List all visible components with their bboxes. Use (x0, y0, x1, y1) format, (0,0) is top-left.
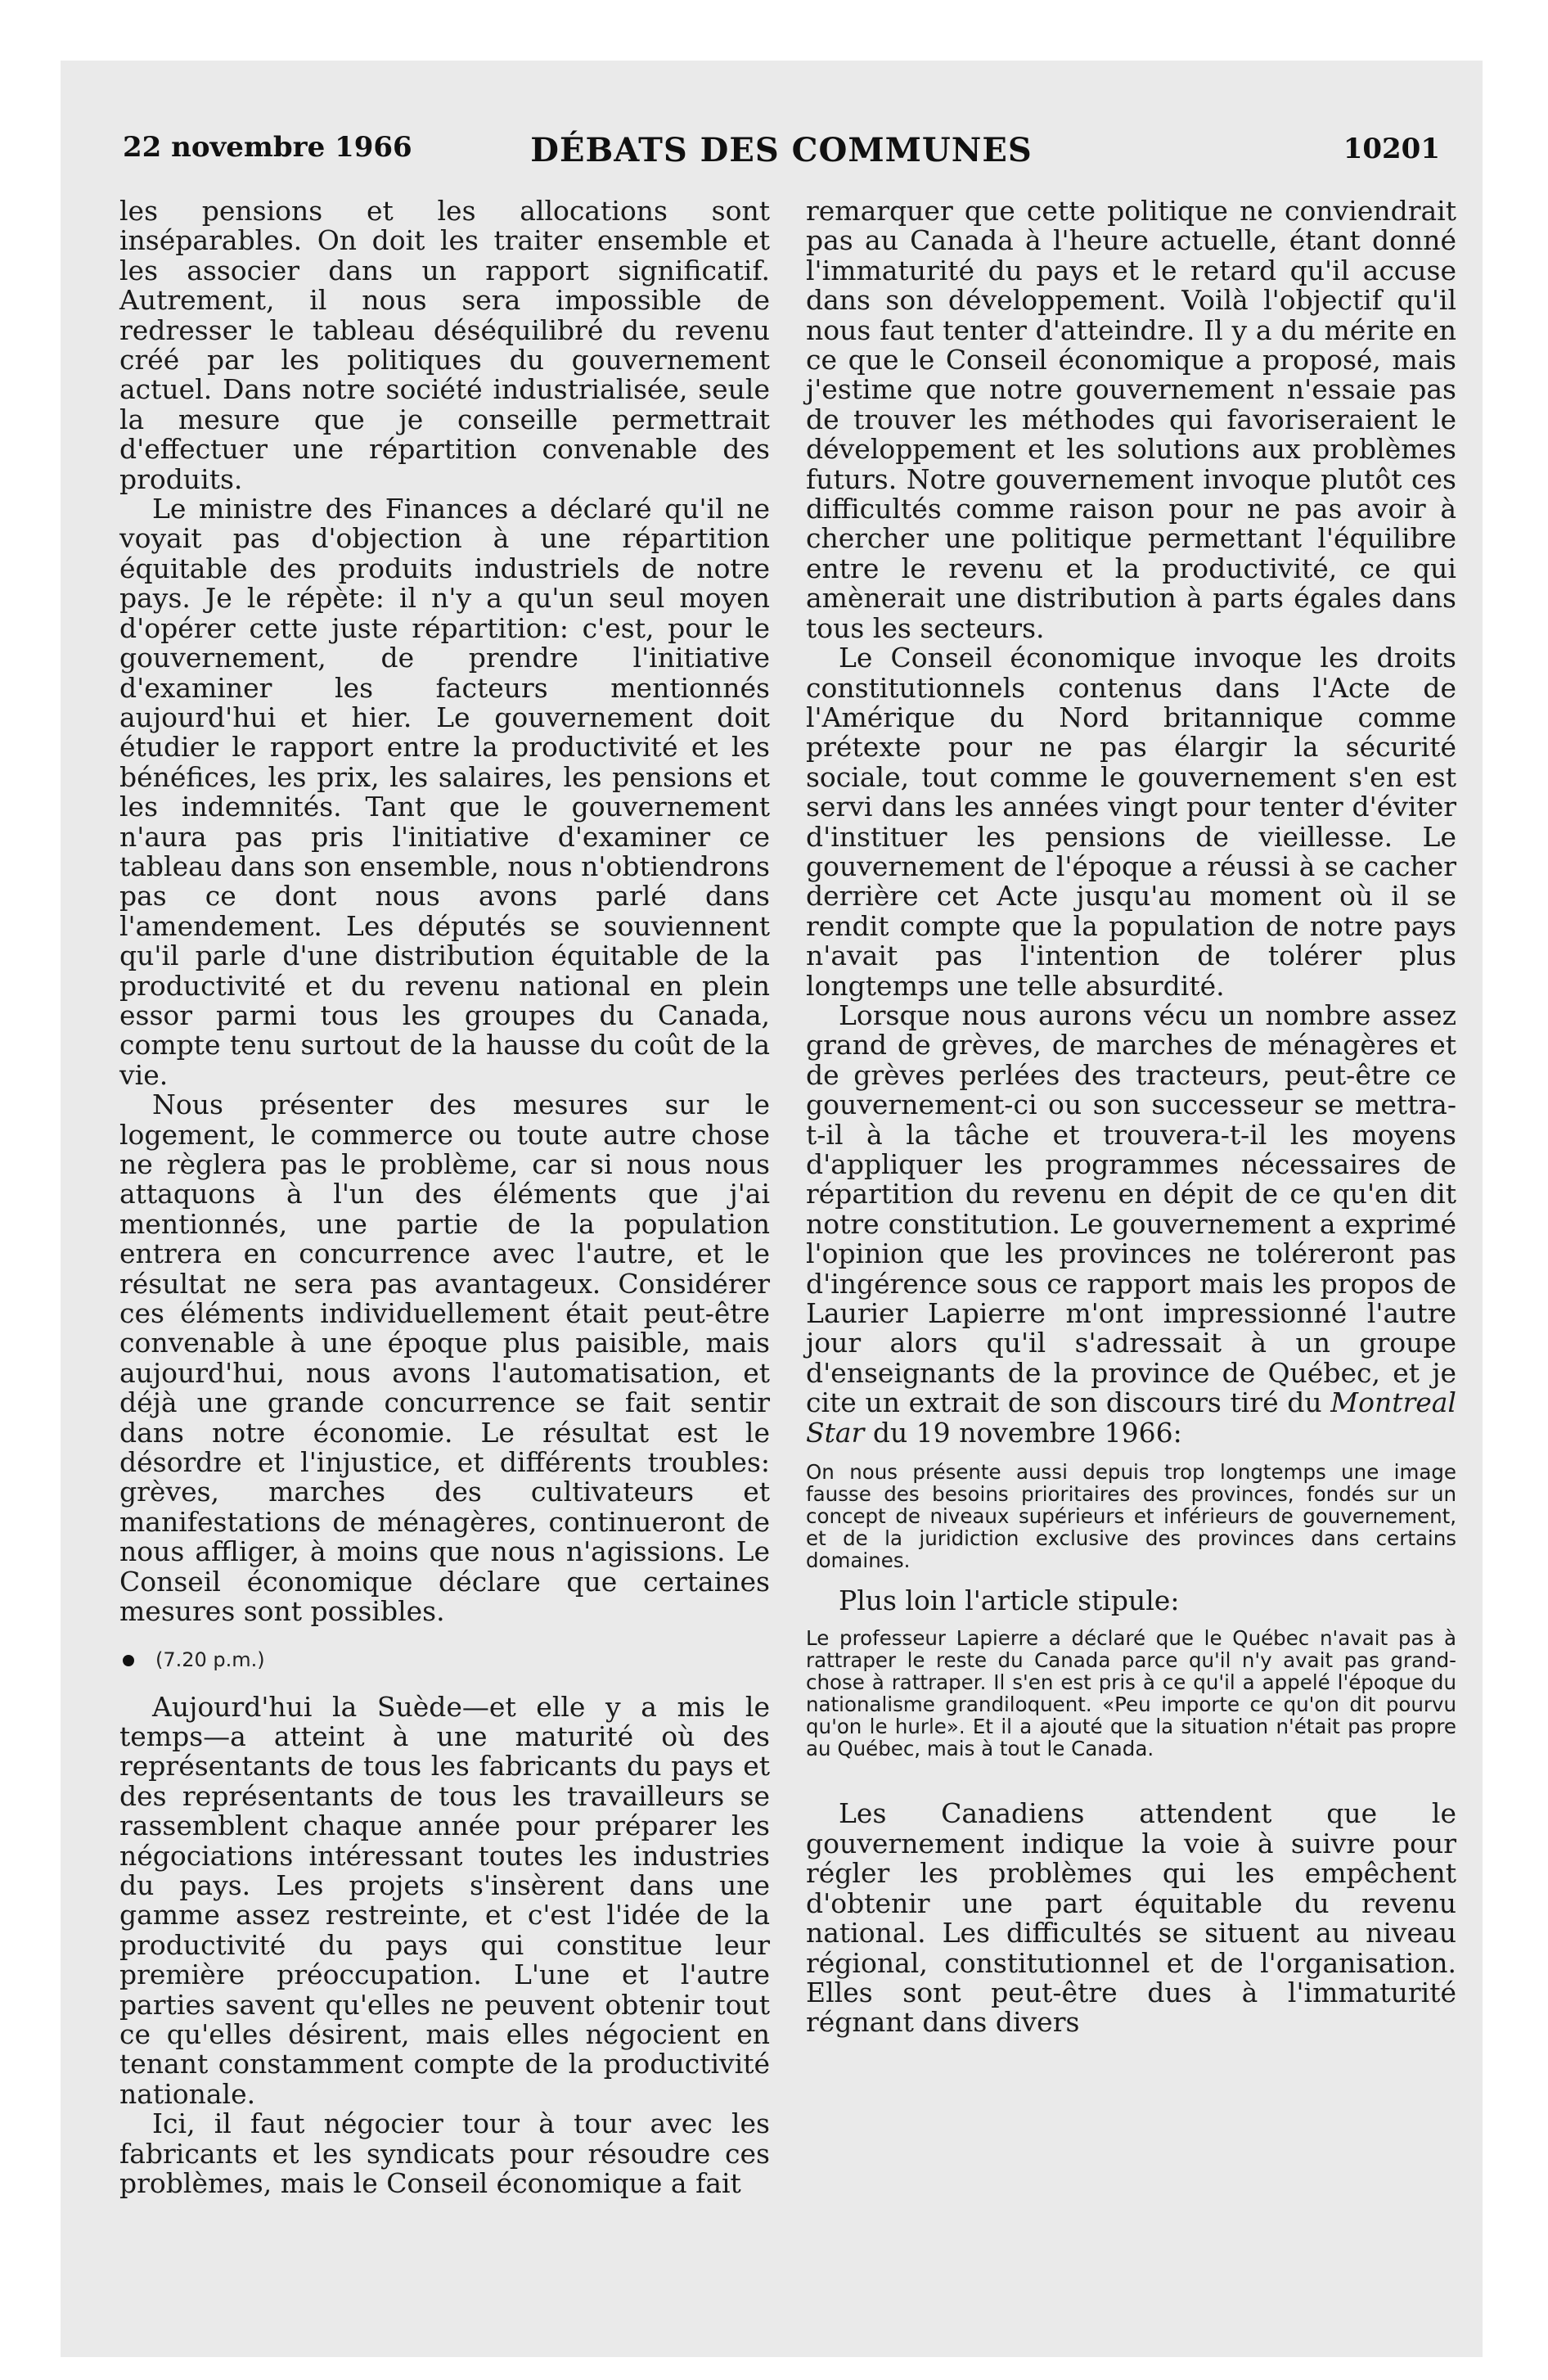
left-paragraph-2: Le ministre des Finances a déclaré qu'il ne voyait pas d'objection à une répartition équitable des produits industriels de notre pays. Je le répète: il n'y a qu'un seul moyen d'opérer cette juste répartition: c'est, pour le gouvernement, de prendre l'initiative d'examiner les facteurs mentionnés aujourd'hui et hier. Le gouvernement doit étudier le rapport entre la productivité et les bénéfices, les prix, les salaires, les pensions et les indemnités. Tant que le gouvernement n'aura pas pris l'initiative d'examiner ce tableau dans son ensemble, nous n'obtiendrons pas ce dont nous avons parlé dans l'amendement. Les députés se souviennent qu'il parle d'une distribution équitable de la productivité et du revenu national en plein essor parmi tous les groupes du Canada, compte tenu surtout de la hausse du coût de la vie. (119, 493, 770, 1091)
page-header (123, 131, 1440, 180)
right-paragraph-4: Les Canadiens attendent que le gouvernement indique la voie à suivre pour régler les problèmes qui les empêchent d'obtenir une part équitable du revenu national. Les difficultés se situent au niveau régional, constitutionnel et de l'organisation. Elles sont peut-être dues à l'immaturité régnant dans divers (806, 1797, 1456, 2039)
header-date: 22 novembre 1966 (123, 131, 412, 164)
left-column (119, 196, 770, 2198)
quotation-1: On nous présente aussi depuis trop longtemps une image fausse des besoins prioritaires des provinces, fondés sur un concept de niveaux supérieurs et inférieurs de gouvernement, et de la juridiction exclusive des provinces dans certains domaines. (806, 1460, 1456, 1573)
left-paragraph-3: Nous présenter des mesures sur le logement, le commerce ou toute autre chose ne règlera pas le problème, car si nous nous attaquons à l'un des éléments que j'ai mentionnés, une partie de la population entrera en concurrence avec l'autre, et le résultat ne sera pas avantageux. Considérer ces éléments individuellement était peut-être convenable à une époque plus paisible, mais aujourd'hui, nous avons l'automatisation, et déjà une grande concurrence se fait sentir dans notre économie. Le résultat est le désordre et l'injustice, et différents troubles: grèves, marches des cultivateurs et manifestations de ménagères, continueront de nous affliger, à moins que nous n'agissions. Le Conseil économique déclare que certaines mesures sont possibles. (119, 1089, 770, 1628)
right-paragraph-3 (806, 998, 1456, 1449)
newspaper-title: Montreal Star (806, 1386, 1456, 1449)
quotation-2: Le professeur Lapierre a déclaré que le Québec n'avait pas à rattraper le reste du Canada parce qu'il n'y avait pas grand-chose à rattraper. Il s'en est pris à ce qu'il a appelé l'époque du nationalisme grandiloquent. «Peu importe ce qu'on dit pourvu qu'on le hurle». Et il a ajouté que la situation n'était pas propre au Québec, mais à tout le Canada. (806, 1626, 1456, 1761)
right-paragraph-3-text: Lorsque nous aurons vécu un nombre assez grand de grèves, de marches de ménagères et de grèves perlées des tracteurs, peut-être ce gouvernement-ci ou son successeur se mettra-t-il à la tâche et trouvera-t-il les moyens d'appliquer les programmes nécessaires de répartition du revenu en dépit de ce qu'en dit notre constitution. Le gouvernement a exprimé l'opinion que les provinces ne toléreront pas d'ingérence sous ce rapport mais les propos de Laurier Lapierre m'ont impressionné l'autre jour alors qu'il s'adressait à un groupe d'enseignants de la province de Québec, et je cite un extrait de son discours tiré du (806, 998, 1456, 1419)
timestamp (123, 1648, 770, 1671)
bullet-icon (123, 1655, 134, 1666)
header-page-number: 10201 (1343, 133, 1440, 165)
timestamp-text: (7.20 p.m.) (155, 1648, 265, 1671)
spacer (806, 1774, 1456, 1799)
right-paragraph-1: remarquer que cette politique ne conviendrait pas au Canada à l'heure actuelle, étant donné l'immaturité du pays et le retard qu'il accuse dans son développement. Voilà l'objectif qu'il nous faut tenter d'atteindre. Il y a du mérite en ce que le Conseil économique a proposé, mais j'estime que notre gouvernement n'essaie pas de trouver les méthodes qui favoriseraient le développement et les solutions aux problèmes futurs. Notre gouvernement invoque plutôt ces difficultés comme raison pour ne pas avoir à chercher une politique permettant l'équilibre entre le revenu et la productivité, ce qui amènerait une distribution à parts égales dans tous les secteurs. (806, 195, 1456, 644)
right-column (806, 196, 1456, 2038)
quote-intro: Plus loin l'article stipule: (839, 1584, 1180, 1617)
right-paragraph-3-end: du 19 novembre 1966: (864, 1416, 1182, 1449)
right-paragraph-2: Le Conseil économique invoque les droits constitutionnels contenus dans l'Acte de l'Amérique du Nord britannique comme prétexte pour ne pas élargir la sécurité sociale, tout comme le gouvernement s'en est servi dans les années vingt pour tenter d'éviter d'instituer les pensions de vieillesse. Le gouvernement de l'époque a réussi à se cacher derrière cet Acte jusqu'au moment où il se rendit compte que la population de notre pays n'avait pas l'intention de tolérer plus longtemps une telle absurdité. (806, 642, 1456, 1002)
left-paragraph-1: les pensions et les allocations sont inséparables. On doit les traiter ensemble et les associer dans un rapport significatif. Autrement, il nous sera impossible de redresser le tableau déséquilibré du revenu créé par les politiques du gouvernement actuel. Dans notre société industrialisée, seule la mesure que je conseille permettrait d'effectuer une répartition convenable des produits. (119, 195, 770, 495)
left-paragraph-5: Ici, il faut négocier tour à tour avec les fabricants et les syndicats pour résoudre ces problèmes, mais le Conseil économique a fait (119, 2107, 770, 2199)
left-paragraph-4: Aujourd'hui la Suède—et elle y a mis le temps—a atteint à une maturité où des représentants de tous les fabricants du pays et des représentants de tous les travailleurs se rassemblent chaque année pour préparer les négociations intéressant toutes les industries du pays. Les projets s'insèrent dans une gamme assez restreinte, et c'est l'idée de la productivité du pays qui constitue leur première préoccupation. L'une et l'autre parties savent qu'elles ne peuvent obtenir tout ce qu'elles désirent, mais elles négocient en tenant constamment compte de la productivité nationale. (119, 1690, 770, 2110)
header-title: DÉBATS DES COMMUNES (530, 131, 1033, 169)
